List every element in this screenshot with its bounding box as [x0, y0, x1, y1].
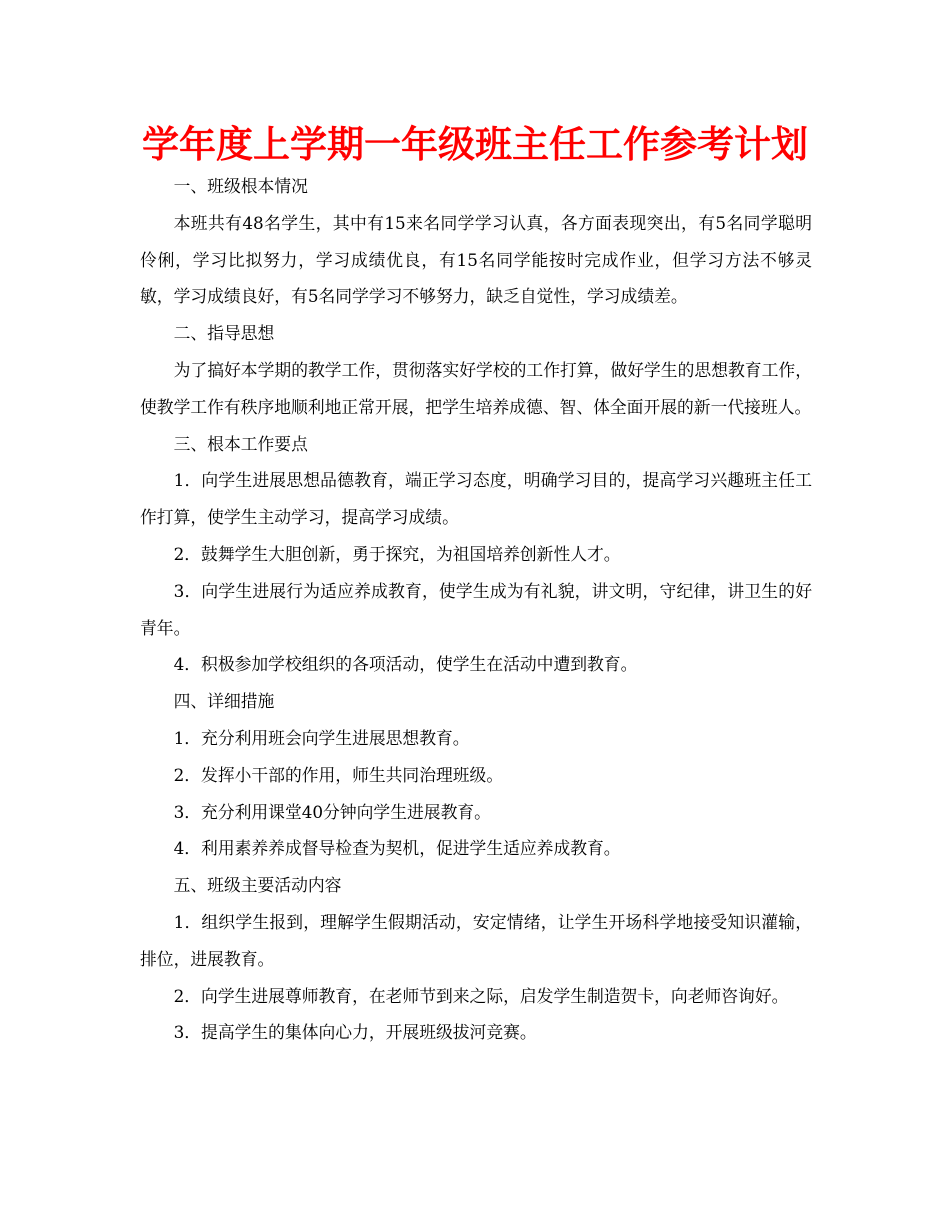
list-item-activity-1: 1．组织学生报到，理解学生假期活动，安定情绪，让学生开场科学地接受知识灌输，排位，进展教育。	[140, 911, 812, 969]
document-title: 学年度上学期一年级班主任工作参考计划	[142, 123, 808, 166]
document-body	[140, 168, 812, 1051]
list-item-activity-2: 2．向学生进展尊师教育，在老师节到来之际，启发学生制造贺卡，向老师咨询好。	[173, 985, 789, 1006]
paragraph-class-overview: 本班共有48名学生，其中有15来名同学学习认真，各方面表现突出，有5名同学聪明伶俐，学习比拟努力，学习成绩优良，有15名同学能按时完成作业，但学习方法不够灵敏，学习成绩良好，有5名同学学习不够努力，缺乏自觉性，学习成绩差。	[140, 212, 812, 307]
list-item-point-1: 1．向学生进展思想品德教育，端正学习态度，明确学习目的，提高学习兴趣班主任工作打算，使学生主动学习，提高学习成绩。	[140, 470, 812, 528]
section-heading-5: 五、班级主要活动内容	[173, 875, 342, 896]
list-item-measure-1: 1．充分利用班会向学生进展思想教育。	[173, 727, 470, 748]
list-item-measure-4: 4．利用素养养成督导检查为契机，促进学生适应养成教育。	[173, 838, 621, 859]
list-item-point-3: 3．向学生进展行为适应养成教育，使学生成为有礼貌，讲文明，守纪律，讲卫生的好青年。	[140, 580, 812, 638]
list-item-point-4: 4．积极参加学校组织的各项活动，使学生在活动中遭到教育。	[173, 654, 638, 675]
section-heading-2: 二、指导思想	[173, 323, 275, 344]
list-item-measure-3: 3．充分利用课堂40分钟向学生进展教育。	[173, 801, 491, 822]
list-item-point-2: 2．鼓舞学生大胆创新，勇于探究，为祖国培养创新性人才。	[173, 543, 621, 564]
paragraph-guiding-ideology: 为了搞好本学期的教学工作，贯彻落实好学校的工作打算，做好学生的思想教育工作，使教学工作有秩序地顺利地正常开展，把学生培养成德、智、体全面开展的新一代接班人。	[140, 359, 812, 417]
list-item-measure-2: 2．发挥小干部的作用，师生共同治理班级。	[173, 764, 504, 785]
section-heading-4: 四、详细措施	[173, 691, 275, 712]
section-heading-1: 一、班级根本情况	[173, 176, 308, 196]
section-heading-3: 三、根本工作要点	[173, 433, 308, 454]
list-item-activity-3: 3．提高学生的集体向心力，开展班级拔河竞赛。	[173, 1022, 537, 1043]
